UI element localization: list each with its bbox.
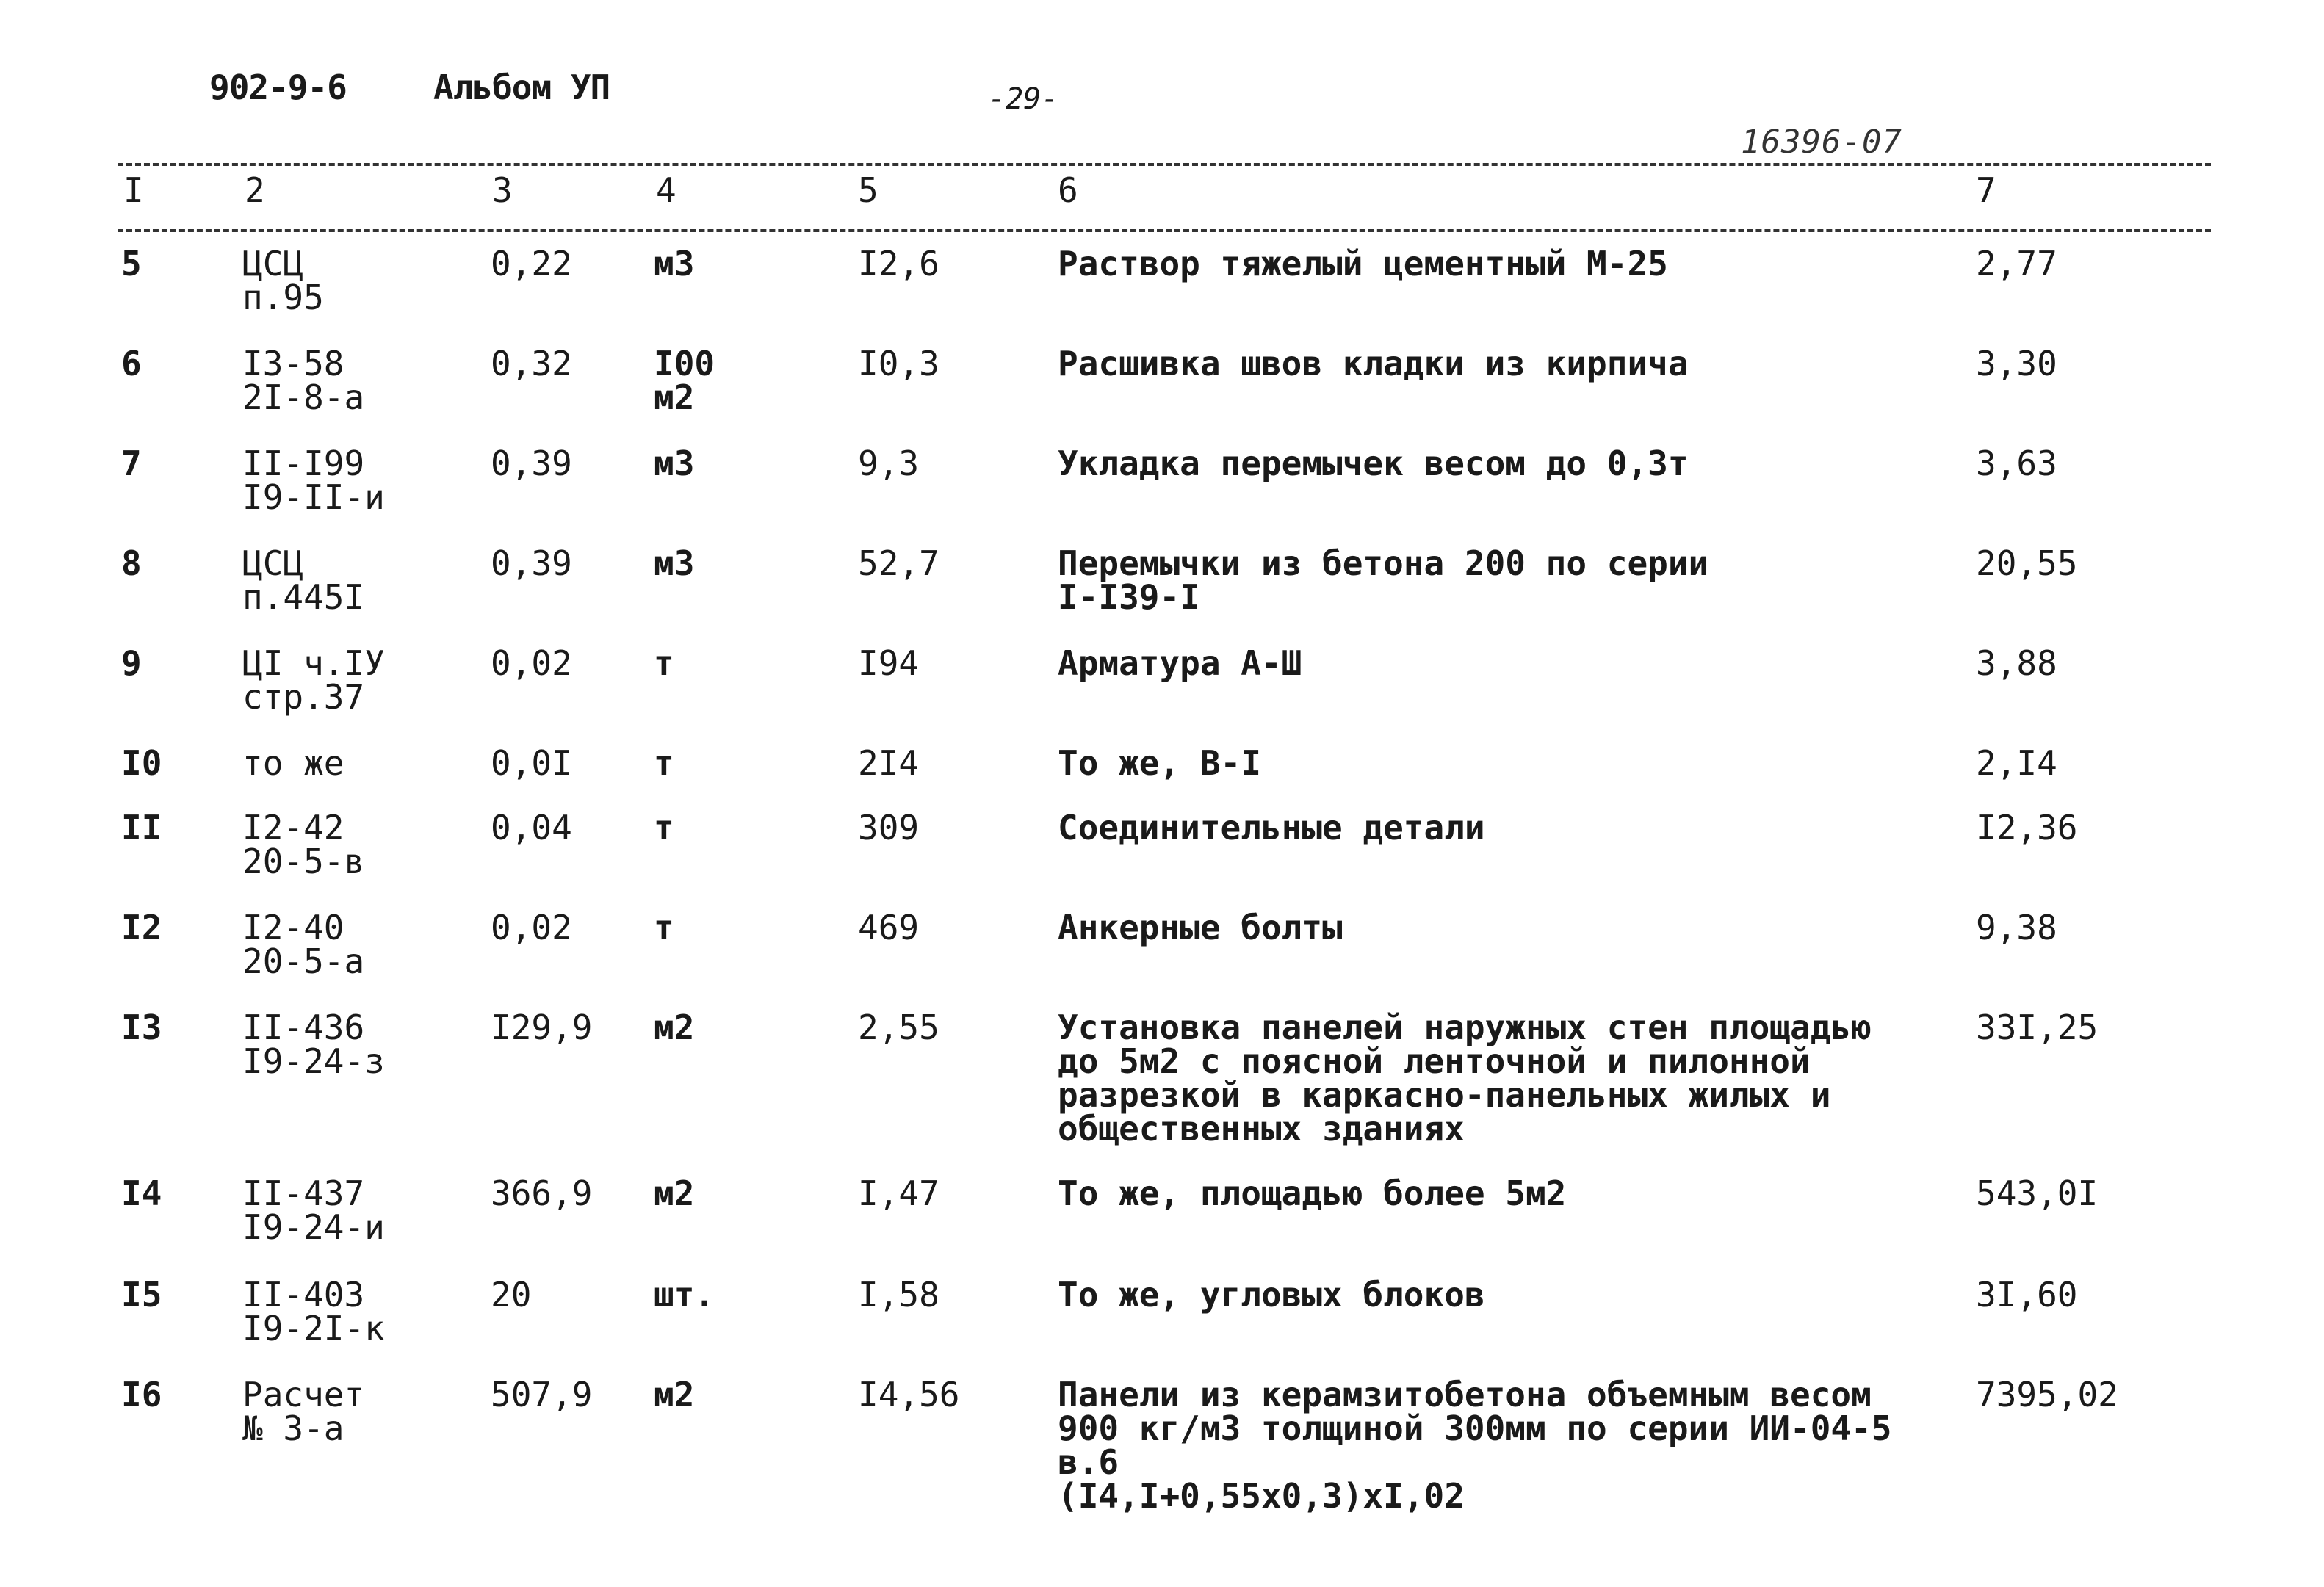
total-cost: 3,30 (1976, 344, 2057, 383)
column-header-1: I (123, 170, 144, 210)
rate-code: II-403 I9-2I-к (242, 1275, 385, 1348)
total-cost: I2,36 (1976, 808, 2078, 847)
rate-code: ЦI ч.IУ стр.37 (242, 643, 385, 717)
total-cost: 3,63 (1976, 444, 2057, 483)
total-cost: 7395,02 (1976, 1375, 2118, 1414)
work-description: Соединительные детали (1058, 808, 1485, 847)
quantity: 20 (491, 1275, 532, 1315)
quantity: 366,9 (491, 1174, 593, 1213)
quantity: 0,02 (491, 908, 572, 947)
work-description: Панели из керамзитобетона объемным весом 900 кг/м3 толщиной 300мм по серии ИИ-04-5 в.6 (I4,I+0,55х0,3)хI,02 (1058, 1375, 1892, 1516)
column-header-5: 5 (858, 170, 878, 210)
rate-code: II-I99 I9-II-и (242, 444, 385, 517)
unit-price: 2I4 (858, 743, 920, 783)
unit-price: 9,3 (858, 444, 920, 483)
column-header-7: 7 (1976, 170, 1996, 210)
rate-code: ЦСЦ п.445I (242, 543, 365, 617)
unit: т (654, 808, 674, 847)
work-description: То же, площадью более 5м2 (1058, 1174, 1567, 1213)
column-header-4: 4 (656, 170, 676, 210)
row-number: 8 (121, 543, 142, 583)
unit-price: I0,3 (858, 344, 939, 383)
unit: шт. (654, 1275, 715, 1315)
row-number: I6 (121, 1375, 162, 1414)
rate-code: I3-58 2I-8-а (242, 344, 365, 417)
work-description: Раствор тяжелый цементный М-25 (1058, 244, 1668, 283)
rate-code: Расчет № 3-а (242, 1375, 365, 1448)
unit-price: 309 (858, 808, 920, 847)
row-number: I2 (121, 908, 162, 947)
header-bottom-rule (118, 229, 2211, 232)
unit: м3 (654, 244, 695, 283)
quantity: 0,39 (491, 543, 572, 583)
unit-price: I,58 (858, 1275, 939, 1315)
unit-price: 52,7 (858, 543, 939, 583)
quantity: 507,9 (491, 1375, 593, 1414)
total-cost: 33I,25 (1976, 1008, 2099, 1047)
unit: м2 (654, 1008, 695, 1047)
unit-price: 469 (858, 908, 920, 947)
unit-price: I2,6 (858, 244, 939, 283)
total-cost: 3,88 (1976, 643, 2057, 683)
row-number: I5 (121, 1275, 162, 1315)
rate-code: II-436 I9-24-з (242, 1008, 385, 1081)
row-number: 7 (121, 444, 142, 483)
quantity: 0,02 (491, 643, 572, 683)
quantity: I29,9 (491, 1008, 593, 1047)
rate-code: I2-42 20-5-в (242, 808, 365, 881)
rate-code: I2-40 20-5-а (242, 908, 365, 981)
column-header-2: 2 (245, 170, 265, 210)
work-description: То же, В-I (1058, 743, 1261, 783)
unit-price: 2,55 (858, 1008, 939, 1047)
work-description: Расшивка швов кладки из кирпича (1058, 344, 1689, 383)
total-cost: 9,38 (1976, 908, 2057, 947)
total-cost: 543,0I (1976, 1174, 2099, 1213)
column-header-3: 3 (492, 170, 513, 210)
rate-code: II-437 I9-24-и (242, 1174, 385, 1247)
unit: м3 (654, 444, 695, 483)
album-title: Альбом УП (433, 68, 610, 107)
unit-price: I94 (858, 643, 920, 683)
total-cost: 2,77 (1976, 244, 2057, 283)
unit: I00 м2 (654, 344, 715, 417)
rate-code: то же (242, 743, 344, 783)
row-number: II (121, 808, 162, 847)
unit: т (654, 643, 674, 683)
table-top-rule (118, 163, 2211, 166)
work-description: Установка панелей наружных стен площадью до 5м2 с поясной ленточной и пилонной разрезкой в каркасно-панельных жилых и общественных зданиях (1058, 1008, 1872, 1149)
row-number: 6 (121, 344, 142, 383)
unit-price: I,47 (858, 1174, 939, 1213)
unit: м2 (654, 1375, 695, 1414)
unit: т (654, 908, 674, 947)
row-number: I0 (121, 743, 162, 783)
handwritten-note: 16396-07 (1741, 123, 1902, 161)
total-cost: 3I,60 (1976, 1275, 2078, 1315)
unit: м3 (654, 543, 695, 583)
unit-price: I4,56 (858, 1375, 960, 1414)
total-cost: 20,55 (1976, 543, 2078, 583)
quantity: 0,22 (491, 244, 572, 283)
work-description: Анкерные болты (1058, 908, 1343, 947)
unit: м2 (654, 1174, 695, 1213)
quantity: 0,04 (491, 808, 572, 847)
work-description: То же, угловых блоков (1058, 1275, 1485, 1315)
document-code: 902-9-6 (209, 68, 347, 107)
column-header-6: 6 (1058, 170, 1078, 210)
total-cost: 2,I4 (1976, 743, 2057, 783)
work-description: Перемычки из бетона 200 по серии I-I39-I (1058, 543, 1709, 617)
unit: т (654, 743, 674, 783)
work-description: Арматура А-Ш (1058, 643, 1302, 683)
rate-code: ЦСЦ п.95 (242, 244, 324, 317)
quantity: 0,32 (491, 344, 572, 383)
work-description: Укладка перемычек весом до 0,3т (1058, 444, 1689, 483)
row-number: I3 (121, 1008, 162, 1047)
row-number: I4 (121, 1174, 162, 1213)
row-number: 9 (121, 643, 142, 683)
row-number: 5 (121, 244, 142, 283)
quantity: 0,0I (491, 743, 572, 783)
page-number: -29- (988, 82, 1059, 116)
quantity: 0,39 (491, 444, 572, 483)
